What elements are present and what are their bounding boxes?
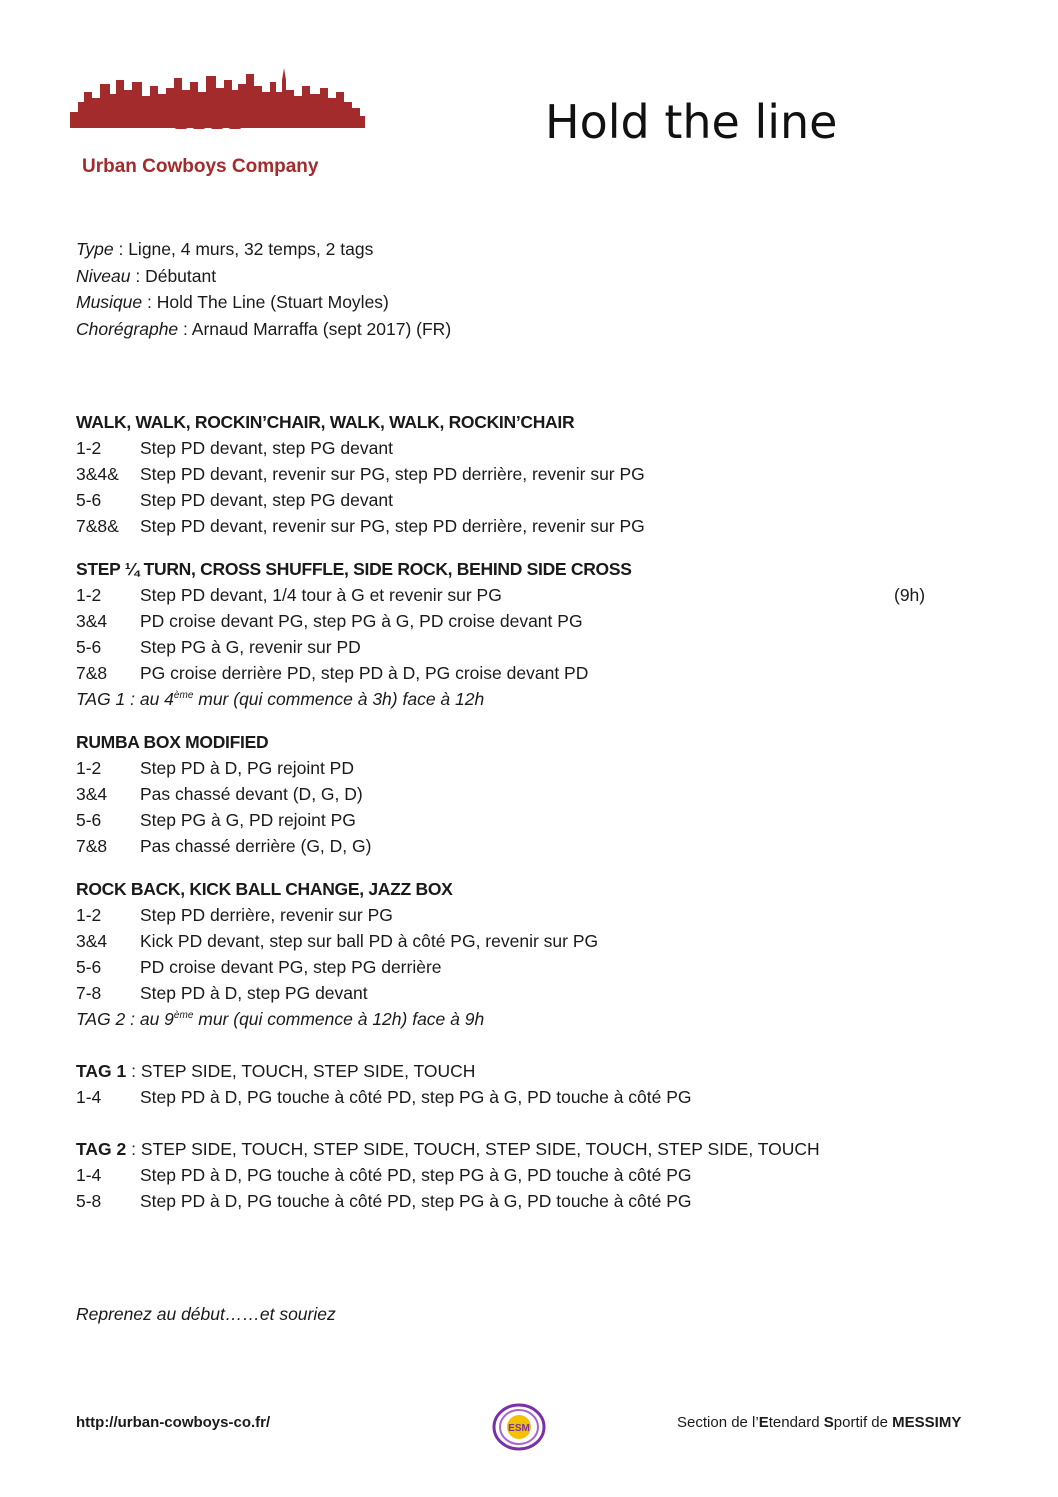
info-music: Musique : Hold The Line (Stuart Moyles) <box>76 292 389 312</box>
company-logo <box>70 68 365 188</box>
step-row: 1-2 Step PD devant, step PG devant <box>76 438 393 458</box>
section-title: RUMBA BOX MODIFIED <box>76 732 269 752</box>
section-title: WALK, WALK, ROCKIN’CHAIR, WALK, WALK, ROCKIN’CHAIR <box>76 412 575 432</box>
esm-label: ESM <box>508 1423 530 1434</box>
step-row: 7-8 Step PD à D, step PG devant <box>76 983 368 1003</box>
info-type: Type : Ligne, 4 murs, 32 temps, 2 tags <box>76 239 374 259</box>
tag-title: TAG 1 : STEP SIDE, TOUCH, STEP SIDE, TOUCH <box>76 1061 476 1081</box>
step-row: 7&8& Step PD devant, revenir sur PG, step PD derrière, revenir sur PG <box>76 516 645 536</box>
step-row: 7&8 Pas chassé derrière (G, D, G) <box>76 836 372 856</box>
step-row: 1-2 Step PD devant, 1/4 tour à G et revenir sur PG (9h) <box>76 582 976 608</box>
wall-direction-note: (9h) <box>894 585 926 605</box>
step-row: 5-6 Step PG à G, PD rejoint PG <box>76 810 356 830</box>
step-row: 3&4 Kick PD devant, step sur ball PD à côté PG, revenir sur PG <box>76 931 599 951</box>
step-row: 3&4 PD croise devant PG, step PG à G, PD croise devant PG <box>76 611 583 631</box>
tag-note: TAG 1 : au 4ème mur (qui commence à 3h) face à 12h <box>76 689 485 709</box>
esm-logo <box>491 1402 547 1452</box>
step-row: 1-2 Step PD derrière, revenir sur PG <box>76 905 393 925</box>
step-row: 1-4 Step PD à D, PG touche à côté PD, step PG à G, PD touche à côté PG <box>76 1165 692 1185</box>
step-row: 5-6 PD croise devant PG, step PG derrière <box>76 957 442 977</box>
tag-note: TAG 2 : au 9ème mur (qui commence à 12h) face à 9h <box>76 1009 485 1029</box>
page-title: Hold the line <box>545 95 838 149</box>
step-row: 5-6 Step PD devant, step PG devant <box>76 490 393 510</box>
section-title: STEP ¼ TURN, CROSS SHUFFLE, SIDE ROCK, BEHIND SIDE CROSS <box>76 559 632 579</box>
skyline-cowboys-icon <box>70 68 365 158</box>
company-name: Urban Cowboys Company <box>82 156 319 177</box>
section-credit: Section de l’Etendard Sportif de MESSIMY <box>677 1414 962 1431</box>
step-sheet <box>76 409 976 1214</box>
esm-badge-icon <box>491 1402 547 1452</box>
tag-title: TAG 2 : STEP SIDE, TOUCH, STEP SIDE, TOUCH, STEP SIDE, TOUCH, STEP SIDE, TOUCH <box>76 1139 820 1159</box>
step-row: 1-4 Step PD à D, PG touche à côté PD, step PG à G, PD touche à côté PG <box>76 1087 692 1107</box>
step-row: 7&8 PG croise derrière PD, step PD à D, PG croise devant PD <box>76 663 589 683</box>
step-row: 1-2 Step PD à D, PG rejoint PD <box>76 758 354 778</box>
step-row: 3&4& Step PD devant, revenir sur PG, step PD derrière, revenir sur PG <box>76 464 645 484</box>
dance-info <box>76 236 451 342</box>
closing-note: Reprenez au début……et souriez <box>76 1304 336 1324</box>
website-link[interactable]: http://urban-cowboys-co.fr/ <box>76 1414 271 1431</box>
section-title: ROCK BACK, KICK BALL CHANGE, JAZZ BOX <box>76 879 453 899</box>
info-choreographer: Chorégraphe : Arnaud Marraffa (sept 2017) (FR) <box>76 318 452 339</box>
step-row: 3&4 Pas chassé devant (D, G, D) <box>76 784 363 804</box>
step-row: 5-8 Step PD à D, PG touche à côté PD, step PG à G, PD touche à côté PG <box>76 1191 692 1211</box>
info-level: Niveau : Débutant <box>76 265 217 286</box>
step-row: 5-6 Step PG à G, revenir sur PD <box>76 637 361 657</box>
